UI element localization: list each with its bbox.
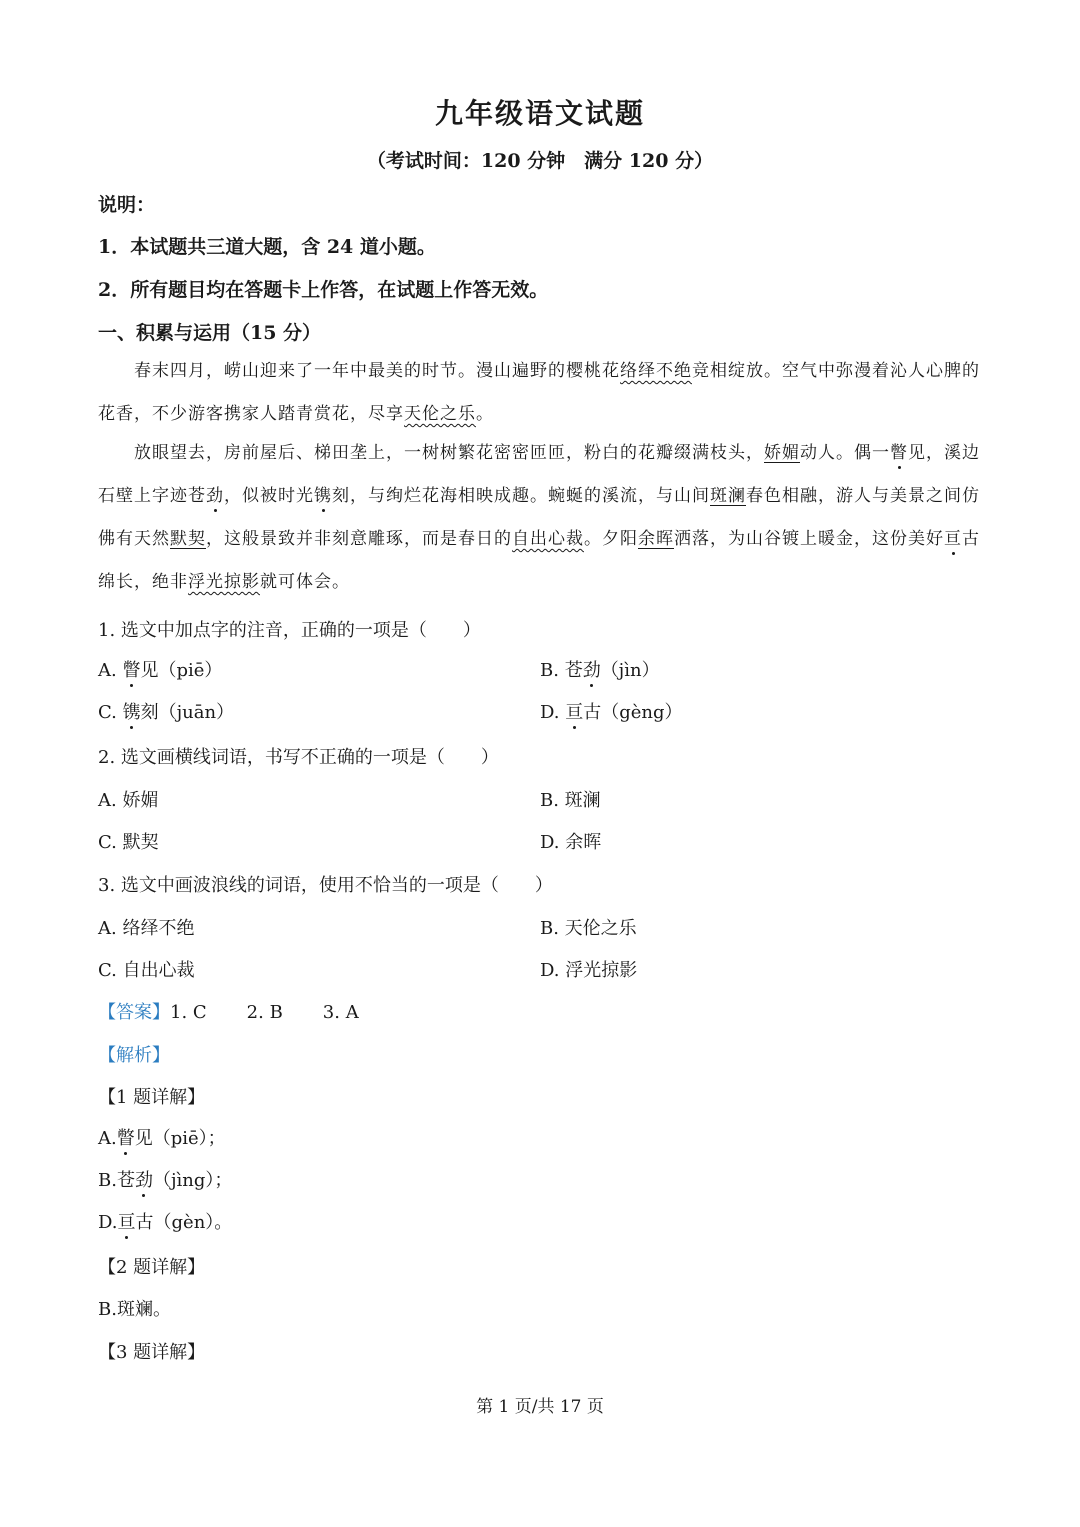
section-title: 一、积累与运用（15 分） — [98, 322, 322, 344]
wavy-word: 络绎不绝 — [620, 361, 692, 381]
wavy-word: 浮光掠影 — [188, 572, 260, 592]
detail-1-a: A.瞥见（piē）； — [98, 1128, 226, 1149]
detail-1-title: 【1 题详解】 — [98, 1087, 206, 1108]
q3-option-a: A. 络绎不绝 — [98, 918, 195, 939]
underlined-word: 娇媚 — [764, 443, 800, 463]
dotted-char: 瞥 — [890, 443, 908, 463]
answer-item: 3. A — [322, 1002, 359, 1023]
q3-option-c: C. 自出心裁 — [98, 960, 195, 981]
detail-2-b: B.斑斓。 — [98, 1299, 171, 1320]
underlined-word: 余晖 — [638, 529, 674, 549]
q2-option-a: A. 娇媚 — [98, 790, 159, 811]
answer-label: 【答案】 — [98, 1002, 170, 1023]
q3-option-b: B. 天伦之乐 — [540, 918, 637, 939]
analysis-label: 【解析】 — [98, 1045, 170, 1066]
detail-1-b: B.苍劲（jìng）； — [98, 1170, 233, 1191]
q2-option-c: C. 默契 — [98, 832, 159, 853]
page-title: 九年级语文试题 — [434, 97, 645, 130]
answer-item: 2. B — [246, 1002, 283, 1023]
underlined-word: 默契 — [170, 529, 206, 549]
answer-item: 1. C — [170, 1002, 207, 1023]
instruction-item: 2．所有题目均在答题卡上作答，在试题上作答无效。 — [98, 279, 549, 301]
q3-option-d: D. 浮光掠影 — [540, 960, 638, 981]
q2-option-b: B. 斑澜 — [540, 790, 601, 811]
q1-option-b: B. 苍劲（jìn） — [540, 660, 660, 681]
detail-2-title: 【2 题详解】 — [98, 1257, 206, 1278]
dotted-char: 劲 — [206, 486, 224, 506]
underlined-word: 斑澜 — [710, 486, 746, 506]
q1-option-a: A. 瞥见（piē） — [98, 660, 223, 681]
question-3-stem: 3. 选文中画波浪线的词语，使用不恰当的一项是（ ） — [98, 875, 553, 896]
q1-option-d: D. 亘古（gèng） — [540, 702, 683, 723]
instructions-label: 说明： — [98, 194, 156, 216]
detail-3-title: 【3 题详解】 — [98, 1342, 206, 1363]
q2-option-d: D. 余晖 — [540, 832, 602, 853]
q1-option-c: C. 镌刻（juān） — [98, 702, 235, 723]
question-1-stem: 1. 选文中加点字的注音，正确的一项是（ ） — [98, 620, 481, 641]
page-number: 第 1 页/共 17 页 — [476, 1397, 604, 1417]
dotted-char: 亘 — [944, 529, 962, 549]
question-2-stem: 2. 选文画横线词语，书写不正确的一项是（ ） — [98, 747, 499, 768]
dotted-char: 镌 — [314, 486, 332, 506]
detail-1-d: D.亘古（gèn）。 — [98, 1212, 233, 1233]
exam-subtitle: （考试时间：120 分钟 满分 120 分） — [366, 150, 714, 172]
wavy-word: 天伦之乐 — [404, 404, 476, 424]
passage-paragraph-1: 春末四月，崂山迎来了一年中最美的时节。漫山遍野的樱桃花络绎不绝竞相绽放。空气中弥漫着沁人心脾的花香，不少游客携家人踏青赏花，尽享天伦之乐。 — [98, 361, 980, 424]
answer-line — [98, 998, 359, 1024]
passage-paragraph-2: 放眼望去，房前屋后、梯田垄上，一树树繁花密密匝匝，粉白的花瓣缀满枝头，娇媚动人。偶一瞥见，溪边石壁上字迹苍劲，似被时光镌刻，与绚烂花海相映成趣。蜿蜒的溪流，与山间斑澜春色相融，游人与美景之间仿佛有天然默契，这般景致并非刻意雕琢，而是春日的自出心裁。夕阳余晖洒落，为山谷镀上暖金，这份美好亘古绵长，绝非浮光掠影就可体会。 — [98, 443, 980, 592]
instruction-item: 1．本试题共三道大题，含 24 道小题。 — [98, 236, 436, 258]
wavy-word: 自出心裁 — [512, 529, 584, 549]
